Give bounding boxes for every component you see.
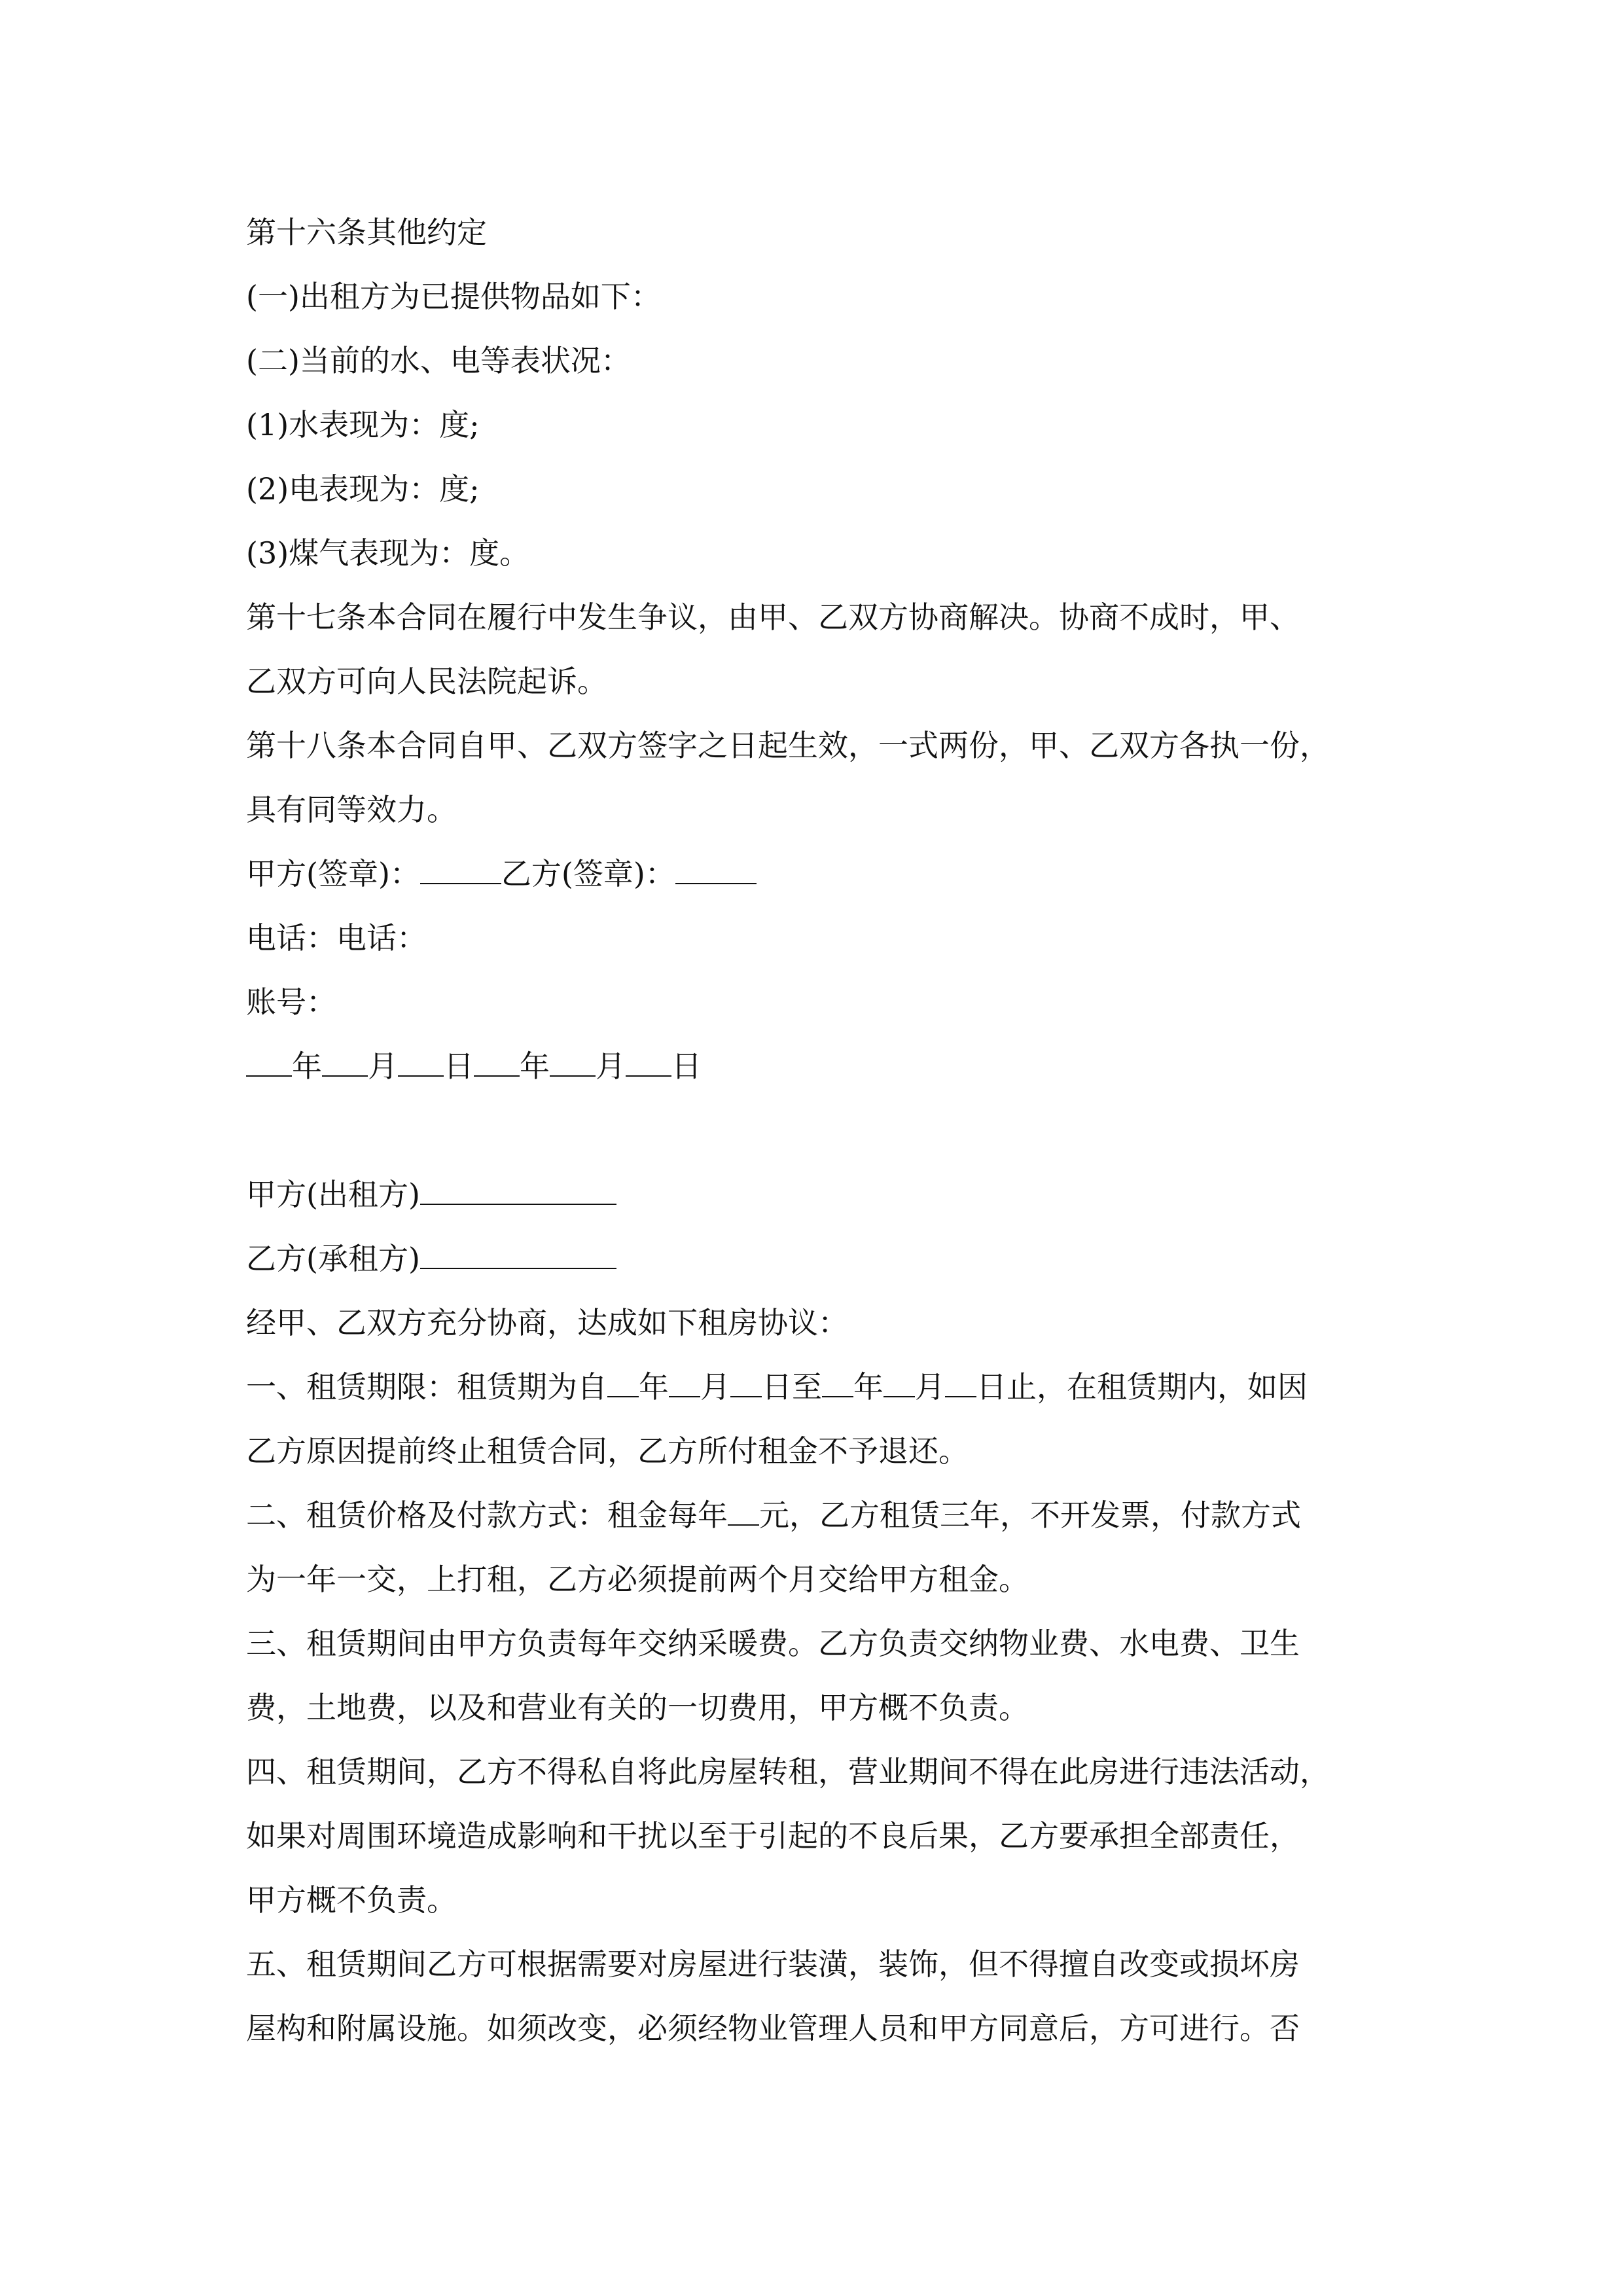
party-a-blank [420,1170,616,1205]
month-label: 月 [368,1049,398,1084]
date-blank [322,1041,368,1077]
account-line: 账号： [246,984,336,1020]
price-clause-line-1 [246,1483,1418,1547]
party-a-label: 甲方(出租方) [246,1177,420,1212]
clause-18-line-1: 第十八条本合同自甲、乙双方签字之日起生效，一式两份，甲、乙双方各执一份， [246,728,1330,763]
party-a-line [246,1162,1418,1227]
party-b-label: 乙方(承租方) [246,1241,420,1276]
term-year-label: 年 [639,1369,669,1405]
term-year-label: 年 [853,1369,883,1405]
sublease-clause-line-3: 甲方概不负责。 [246,1882,457,1918]
phone-line: 电话：电话： [246,920,427,956]
section-spacer [246,1098,1418,1162]
fees-clause-line-1: 三、租赁期间由甲方负责每年交纳采暖费。乙方负责交纳物业费、水电费、卫生 [246,1626,1300,1661]
price-clause-text-end: 元，乙方租赁三年，不开发票，付款方式 [759,1498,1301,1533]
price-blank [728,1490,759,1526]
date-blank [246,1041,292,1077]
clause-16-heading: 第十六条其他约定 [246,215,487,250]
day-label: 日 [671,1049,702,1084]
clause-17-line-1: 第十七条本合同在履行中发生争议，由甲、乙双方协商解决。协商不成时，甲、 [246,600,1300,635]
date-blank [398,1041,444,1077]
term-blank [607,1362,639,1397]
term-clause-text: 一、租赁期限：租赁期为自 [246,1369,607,1405]
agreement-intro: 经甲、乙双方充分协商，达成如下租房协议： [246,1305,848,1340]
term-blank [669,1362,700,1397]
price-clause-text: 二、租赁价格及付款方式：租金每年 [246,1498,728,1533]
party-b-blank [420,1234,616,1269]
price-clause-line-2: 为一年一交，上打租，乙方必须提前两个月交给甲方租金。 [246,1562,1029,1597]
gas-meter-line: (3)煤气表现为：度。 [246,535,530,571]
clause-17-line-2: 乙双方可向人民法院起诉。 [246,664,607,699]
date-blank [550,1041,596,1077]
term-month-label: 月 [700,1369,730,1405]
document-body [246,200,1418,2060]
month-label: 月 [596,1049,626,1084]
sublease-clause-line-1: 四、租赁期间，乙方不得私自将此房屋转租，营业期间不得在此房进行违法活动， [246,1754,1330,1789]
decoration-clause-line-1: 五、租赁期间乙方可根据需要对房屋进行装潢，装饰，但不得擅自改变或损坏房 [246,1946,1300,1982]
signature-line [246,842,1418,906]
date-blank [474,1041,520,1077]
term-day-to-label: 日至 [762,1369,822,1405]
year-label: 年 [292,1049,322,1084]
term-blank [730,1362,762,1397]
date-line [246,1034,1418,1098]
decoration-clause-line-2: 屋构和附属设施。如须改变，必须经物业管理人员和甲方同意后，方可进行。否 [246,2011,1300,2046]
party-a-signature-blank [420,849,501,884]
date-blank [626,1041,671,1077]
meter-status-line: (二)当前的水、电等表状况： [246,343,631,378]
party-b-signature-label: 乙方(签章)： [501,856,675,891]
water-meter-line: (1)水表现为：度; [246,407,480,442]
sublease-clause-line-2: 如果对周围环境造成影响和干扰以至于引起的不良后果，乙方要承担全部责任， [246,1818,1300,1854]
term-blank [945,1362,976,1397]
party-b-signature-blank [675,849,757,884]
party-b-line [246,1227,1418,1291]
day-label: 日 [444,1049,474,1084]
term-clause-line-1 [246,1355,1418,1419]
term-blank [822,1362,853,1397]
provided-items-line: (一)出租方为已提供物品如下： [246,279,661,314]
fees-clause-line-2: 费，土地费，以及和营业有关的一切费用，甲方概不负责。 [246,1690,1029,1725]
term-blank [883,1362,915,1397]
term-month-label: 月 [915,1369,945,1405]
party-a-signature-label: 甲方(签章)： [246,856,420,891]
term-clause-line-2: 乙方原因提前终止租赁合同，乙方所付租金不予退还。 [246,1433,969,1469]
term-clause-text-end: 日止，在租赁期内，如因 [976,1369,1308,1405]
electric-meter-line: (2)电表现为：度; [246,471,480,507]
clause-18-line-2: 具有同等效力。 [246,792,457,827]
year-label: 年 [520,1049,550,1084]
